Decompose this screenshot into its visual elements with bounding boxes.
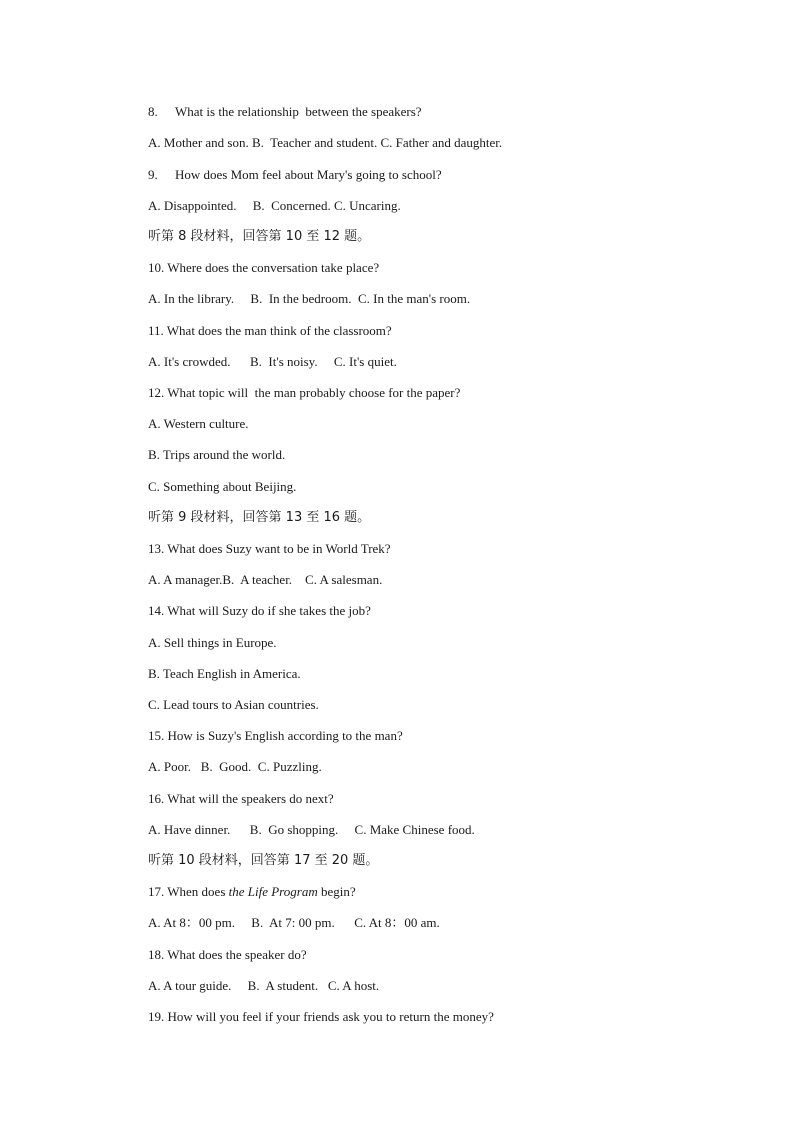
question-14: 14. What will Suzy do if she takes the job?: [148, 603, 371, 618]
question-14-option-a: A. Sell things in Europe.: [148, 635, 277, 650]
question-9: [148, 167, 442, 183]
question-19: 19. How will you feel if your friends ask you to return the money?: [148, 1009, 494, 1024]
question-15-options: A. Poor. B. Good. C. Puzzling.: [148, 759, 322, 774]
question-18: 18. What does the speaker do?: [148, 947, 307, 962]
question-17: [148, 884, 356, 900]
question-16-options: A. Have dinner. B. Go shopping. C. Make Chinese food.: [148, 822, 475, 837]
question-15: 15. How is Suzy's English according to the man?: [148, 728, 403, 743]
question-17-options: A. At 8：00 pm. B. At 7: 00 pm. C. At 8：00 am.: [148, 915, 440, 930]
question-text: 17. When does: [148, 884, 229, 899]
question-12: 12. What topic will the man probably choose for the paper?: [148, 385, 461, 400]
question-9-options: A. Disappointed. B. Concerned. C. Uncaring.: [148, 198, 401, 213]
question-number: 8.: [148, 104, 158, 119]
question-12-option-a: A. Western culture.: [148, 416, 249, 431]
question-text: How does Mom feel about Mary's going to school?: [175, 167, 442, 182]
question-13-options: A. A manager.B. A teacher. C. A salesman.: [148, 572, 383, 587]
section-8-heading: 听第 8 段材料，回答第 10 至 12 题。: [148, 229, 371, 244]
section-10-heading: 听第 10 段材料，回答第 17 至 20 题。: [148, 853, 379, 868]
question-16: 16. What will the speakers do next?: [148, 791, 334, 806]
program-name: the Life Program: [228, 884, 318, 899]
question-text: What is the relationship between the speakers?: [175, 104, 422, 119]
section-9-heading: 听第 9 段材料，回答第 13 至 16 题。: [148, 510, 371, 525]
question-8: [148, 104, 422, 120]
question-number: 9.: [148, 167, 158, 182]
question-10-options: A. In the library. B. In the bedroom. C. In the man's room.: [148, 291, 471, 306]
question-11: 11. What does the man think of the classroom?: [148, 323, 392, 338]
question-18-options: A. A tour guide. B. A student. C. A host.: [148, 978, 380, 993]
question-12-option-b: B. Trips around the world.: [148, 447, 286, 462]
question-11-options: A. It's crowded. B. It's noisy. C. It's quiet.: [148, 354, 397, 369]
question-text-end: begin?: [317, 884, 356, 899]
question-13: 13. What does Suzy want to be in World Trek?: [148, 541, 391, 556]
question-12-option-c: C. Something about Beijing.: [148, 479, 297, 494]
question-8-options: A. Mother and son. B. Teacher and student. C. Father and daughter.: [148, 135, 503, 150]
question-14-option-b: B. Teach English in America.: [148, 666, 301, 681]
question-14-option-c: C. Lead tours to Asian countries.: [148, 697, 319, 712]
question-10: 10. Where does the conversation take place?: [148, 260, 380, 275]
